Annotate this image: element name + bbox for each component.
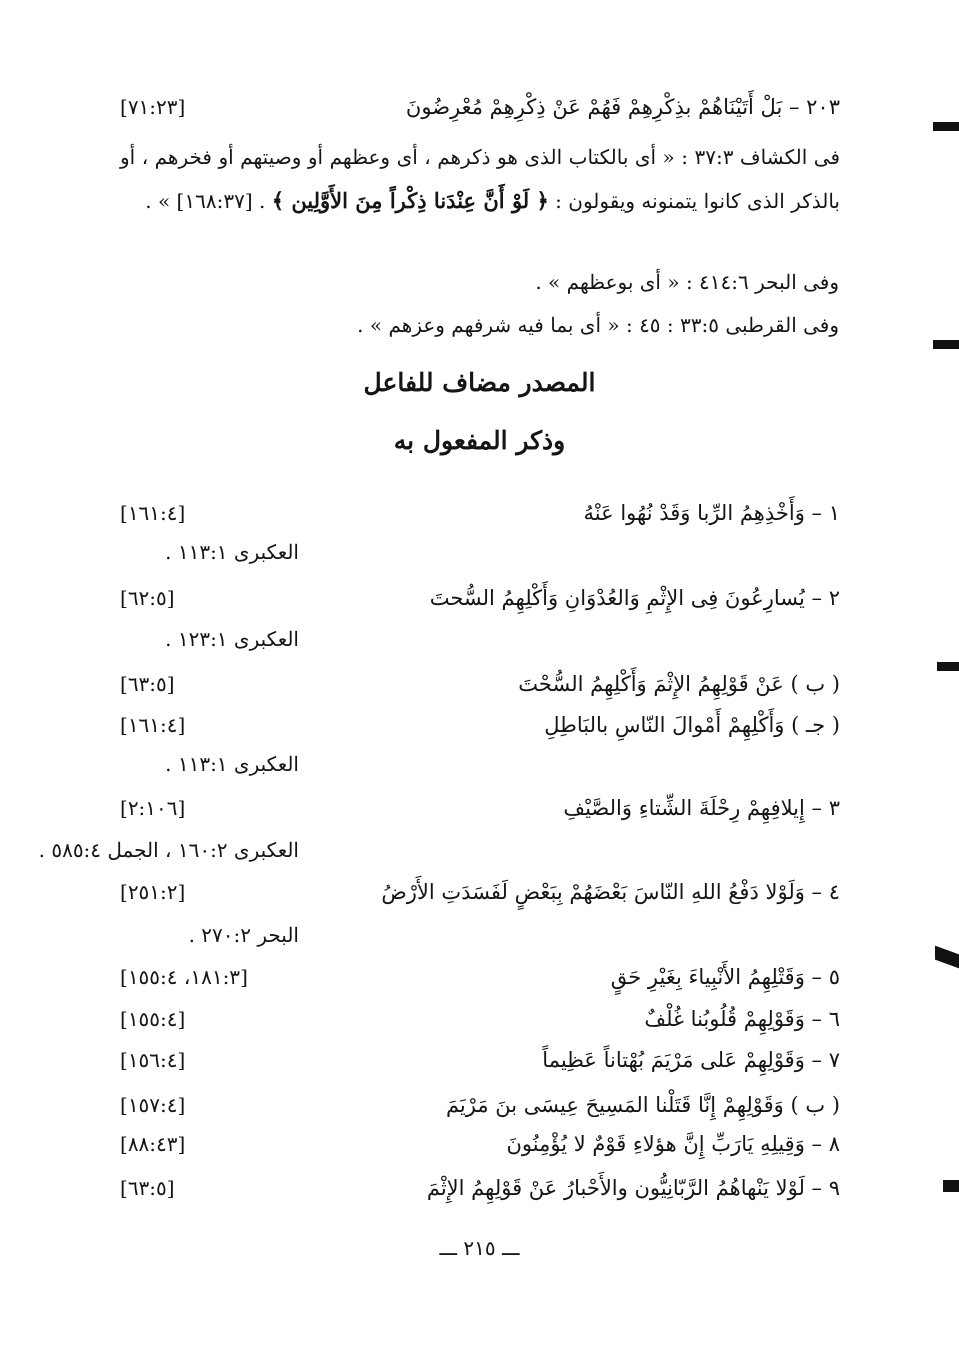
entry-text: ١ – وَأَخْذِهِمُ الرِّبا وَقَدْ نُهُوا عَنْهُ bbox=[583, 501, 840, 525]
entry-line bbox=[120, 1085, 840, 1125]
kashshaf-text-tail: . [١٦٨:٣٧] » . bbox=[145, 189, 266, 213]
entry-text: ( ب ) عَنْ قَوْلِهِمُ الإِثْمَ وَأَكْلِهِمُ السُّحْتَ bbox=[518, 672, 840, 696]
qurtubi-commentary: وفى القرطبى ٣٣:٥ : ٤٥ : « أى بما فيه شرفهم وعزهم » . bbox=[357, 313, 839, 337]
verse-203-text: ٢٠٣ – بَلْ أَتَيْنَاهُمْ بذِكْرِهِمْ فَهُمْ عَنْ ذِكْرِهِمْ مُعْرِضُونَ bbox=[405, 95, 840, 119]
entry-text: ( جـ ) وَأَكْلِهِمْ أَمْوالَ النّاسِ بالبَاطِلِ bbox=[544, 713, 840, 737]
entry-text: ٦ – وَقَوْلِهِمْ قُلُوبُنا غُلْفٌ bbox=[644, 1007, 840, 1031]
entry-reference: [٦٣:٥] bbox=[120, 672, 175, 696]
entry-reference: [١٦١:٤] bbox=[120, 501, 186, 525]
entry-line bbox=[120, 664, 840, 704]
entry-reference: [٦٢:٥] bbox=[120, 586, 175, 610]
entry-text: ( ب ) وَقَوْلِهِمْ إِنَّا قَتَلْنا المَسِيحَ عِيسَى بنَ مَرْيَمَ bbox=[445, 1093, 840, 1117]
entry-reference: [٢:١٠٦] bbox=[120, 796, 186, 820]
entry-reference: [١٥٧:٤] bbox=[120, 1093, 186, 1117]
entry-line bbox=[120, 999, 840, 1039]
source-citation: البحر ٢٧٠:٢ . bbox=[188, 923, 299, 947]
source-citation: العكبرى ١١٣:١ . bbox=[165, 540, 299, 564]
entry-line bbox=[120, 788, 840, 828]
entry-text: ٤ – وَلَوْلا دَفْعُ اللهِ النّاسَ بَعْضَهُمْ بِبَعْضٍ لَفَسَدَتِ الأَرْضُ bbox=[381, 880, 840, 904]
scan-margin-mark bbox=[943, 1180, 959, 1192]
scan-margin-mark bbox=[935, 946, 959, 969]
scan-margin-mark bbox=[933, 340, 959, 349]
entry-line bbox=[120, 1040, 840, 1080]
entry-reference: [١٥٥:٤] bbox=[120, 1007, 186, 1031]
section-heading-1: المصدر مضاف للفاعل bbox=[363, 368, 596, 397]
entry-reference: [٨٨:٤٣] bbox=[120, 1132, 186, 1156]
entry-line bbox=[120, 493, 840, 533]
entry-reference: [١٦١:٤] bbox=[120, 713, 186, 737]
kashshaf-commentary bbox=[120, 136, 840, 223]
entry-reference: [١٥٦:٤] bbox=[120, 1048, 186, 1072]
section-heading-2: وذكر المفعول به bbox=[393, 426, 566, 455]
source-citation: العكبرى ١٢٣:١ . bbox=[165, 627, 299, 651]
entry-line bbox=[120, 1124, 840, 1164]
page-number: ـــ ٢١٥ ـــ bbox=[439, 1236, 520, 1260]
entry-line bbox=[120, 872, 840, 912]
entry-text: ٢ – يُسارِعُونَ فِى الإِثْمِ وَالعُدْوَانِ وَأَكْلِهِمُ السُّحتَ bbox=[429, 586, 840, 610]
entry-text: ٩ – لَوْلا يَنْهاهُمُ الرَّبّانِيُّون والأَحْبارُ عَنْ قَوْلِهِمُ الإِثْمَ bbox=[426, 1176, 840, 1200]
entry-line bbox=[120, 578, 840, 618]
source-citation: العكبرى ١٦٠:٢ ، الجمل ٥٨٥:٤ . bbox=[38, 838, 299, 862]
entry-text: ٥ – وَقَتْلِهِمُ الأَنْبِياءَ بِغَيْرِ حَقٍ bbox=[610, 965, 840, 989]
entry-line bbox=[120, 1168, 840, 1208]
entry-text: ٧ – وَقَوْلِهِمْ عَلى مَرْيَمَ بُهْتاناً عَظِيماً bbox=[542, 1048, 840, 1072]
entry-text: ٣ – إِيلافِهِمْ رِحْلَةَ الشِّتاءِ وَالصَّيْفِ bbox=[563, 796, 840, 820]
source-citation: العكبرى ١١٣:١ . bbox=[165, 752, 299, 776]
entry-line bbox=[120, 957, 840, 997]
entry-reference: [٢٥١:٢] bbox=[120, 880, 186, 904]
kashshaf-text: فى الكشاف ٣٧:٣ : « أى بالكتاب الذى هو ذكرهم ، أى وعظهم أو وصيتهم أو فخرهم ، أو بالذكر الذى كانوا يتمنونه ويقولون : bbox=[120, 145, 841, 213]
entry-reference: [١٨١:٣، ١٥٥:٤] bbox=[120, 965, 248, 989]
scan-margin-mark bbox=[933, 122, 959, 131]
bahr-commentary: وفى البحر ٤١٤:٦ : « أى بوعظهم » . bbox=[535, 270, 839, 294]
verse-203-reference: [٧١:٢٣] bbox=[120, 95, 186, 119]
entry-reference: [٦٣:٥] bbox=[120, 1176, 175, 1200]
entry-text: ٨ – وَقِيلِهِ يَارَبِّ إِنَّ هؤلاءِ قَوْمٌ لا يُؤْمِنُونَ bbox=[506, 1132, 840, 1156]
entry-line bbox=[120, 705, 840, 745]
scan-margin-mark bbox=[937, 662, 959, 671]
verse-203-line bbox=[120, 87, 840, 127]
quran-quote: ﴿ لَوْ أَنَّ عِنْدَنا ذِكْراً مِنَ الأَوَّلِين ﴾ bbox=[271, 188, 549, 213]
